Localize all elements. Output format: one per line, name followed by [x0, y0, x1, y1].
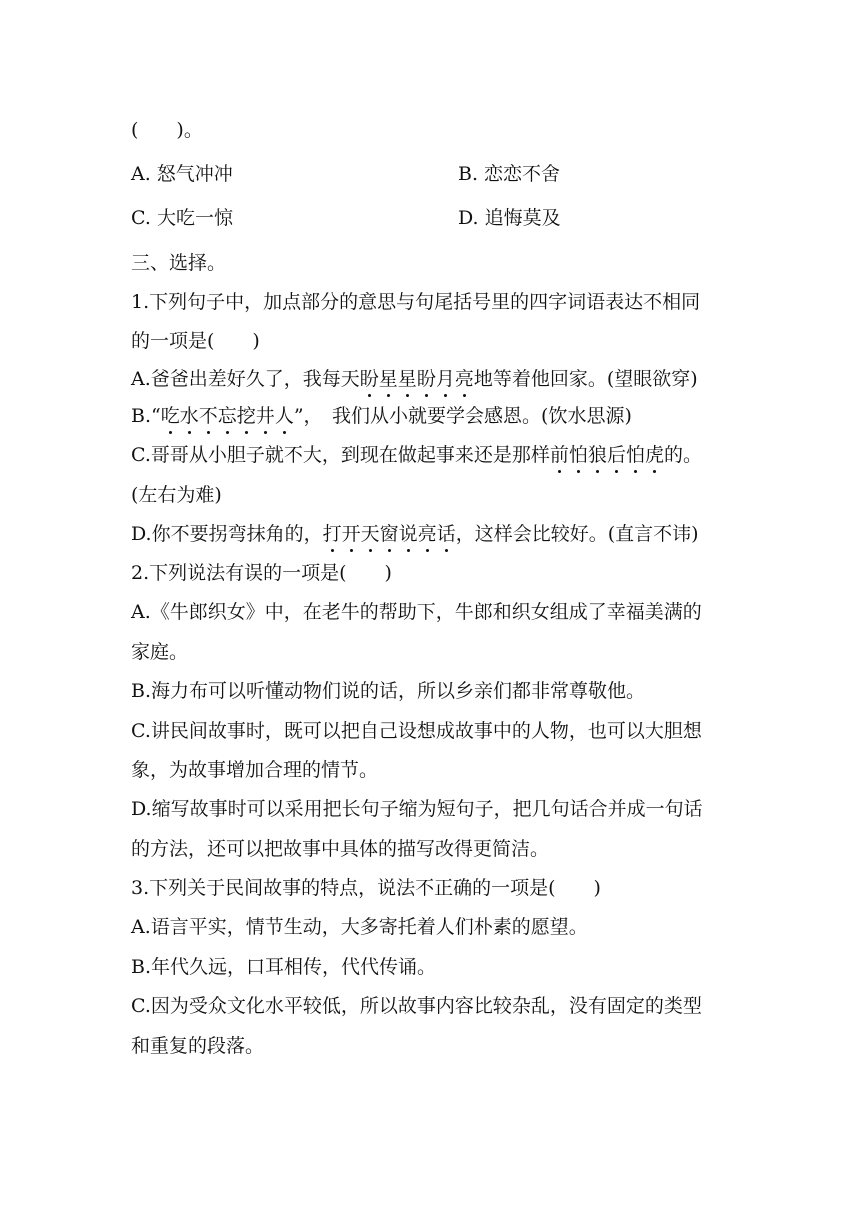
q1-option-a — [131, 367, 698, 391]
q1-d-dotted-char: 说 — [398, 523, 418, 545]
q1-stem-line2: 的一项是( ) — [131, 330, 260, 352]
q1-a-dotted-char: 星 — [378, 368, 398, 390]
q1-b-dotted-char: 忘 — [217, 405, 237, 427]
q1-d-dotted-char: 亮 — [417, 523, 437, 545]
q1-stem-line1: 1.下列句子中，加点部分的意思与句尾括号里的四字词语表达不相同 — [131, 291, 701, 313]
q2-option-d-line1: D.缩写故事时可以采用把长句子缩为短句子，把几句话合并成一句话 — [131, 798, 703, 820]
q1-c-post: 的。 — [664, 444, 703, 466]
q1-b-dotted-char: 井 — [255, 405, 275, 427]
prev-option-b: B. 恋恋不舍 — [458, 163, 561, 185]
q1-c-dotted-char: 怕 — [625, 444, 645, 466]
q1-b-dotted-char: 不 — [198, 405, 218, 427]
prev-option-a: A. 怒气冲冲 — [131, 163, 233, 185]
q1-c-dotted-char: 前 — [549, 444, 569, 466]
q1-option-c — [131, 443, 702, 467]
q1-b-dotted-char: 吃 — [160, 405, 180, 427]
prev-option-c: C. 大吃一惊 — [131, 207, 233, 229]
q1-c-dotted-char: 怕 — [568, 444, 588, 466]
q3-option-b: B.年代久远，口耳相传，代代传诵。 — [131, 956, 437, 978]
q1-b-dotted-char: 水 — [179, 405, 199, 427]
q3-option-c-line2: 和重复的段落。 — [131, 1035, 265, 1057]
q2-option-d-line2: 的方法，还可以把故事中具体的描写改得更简洁。 — [131, 838, 550, 860]
q1-d-dotted-char: 打 — [322, 523, 342, 545]
q1-c-dotted-char: 虎 — [644, 444, 664, 466]
q1-a-dotted-char: 星 — [397, 368, 417, 390]
q2-option-a-line2: 家庭。 — [131, 641, 189, 663]
q1-c-pre: C.哥哥从小胆子就不大，到现在做起事来还是那样 — [131, 444, 550, 466]
q1-a-post: 地等着他回家。(望眼欲穿) — [473, 368, 698, 390]
q2-option-c-line2: 象，为故事增加合理的情节。 — [131, 759, 379, 781]
q1-d-dotted-char: 话 — [436, 523, 456, 545]
q1-d-pre: D.你不要拐弯抹角的， — [131, 523, 323, 545]
prev-question-blank: ( )。 — [131, 119, 203, 141]
q1-d-post: ，这样会比较好。(直言不讳) — [455, 523, 699, 545]
prev-option-d: D. 追悔莫及 — [458, 207, 561, 229]
q1-a-dotted-char: 盼 — [416, 368, 436, 390]
q3-stem: 3.下列关于民间故事的特点，说法不正确的一项是( ) — [131, 877, 601, 899]
q1-a-pre: A.爸爸出差好久了，我每天 — [131, 368, 360, 390]
q2-option-c-line1: C.讲民间故事时，既可以把自己设想成故事中的人物，也可以大胆想 — [131, 720, 702, 742]
q1-d-dotted-char: 天 — [360, 523, 380, 545]
q1-b-dotted-char: 人 — [274, 405, 294, 427]
q1-c-dotted-char: 狼 — [587, 444, 607, 466]
q1-b-post: ”， 我们从小就要学会感恩。(饮水思源) — [293, 405, 632, 427]
q1-a-dotted-char: 盼 — [359, 368, 379, 390]
q1-option-d — [131, 522, 699, 546]
q3-option-a: A.语言平实，情节生动，大多寄托着人们朴素的愿望。 — [131, 916, 588, 938]
q2-option-b: B.海力布可以听懂动物们说的话，所以乡亲们都非常尊敬他。 — [131, 680, 646, 702]
q1-a-dotted-char: 月 — [435, 368, 455, 390]
q1-b-dotted-char: 挖 — [236, 405, 256, 427]
q1-d-dotted-char: 窗 — [379, 523, 399, 545]
q1-option-b — [131, 404, 632, 428]
q3-option-c-line1: C.因为受众文化水平较低，所以故事内容比较杂乱，没有固定的类型 — [131, 995, 702, 1017]
q1-a-dotted-char: 亮 — [454, 368, 474, 390]
q2-option-a-line1: A.《牛郎织女》中，在老牛的帮助下，牛郎和织女组成了幸福美满的 — [131, 601, 702, 623]
q1-b-pre: B.“ — [131, 405, 161, 427]
section-title: 三、选择。 — [131, 252, 227, 274]
q1-d-dotted-char: 开 — [341, 523, 361, 545]
q2-stem: 2.下列说法有误的一项是( ) — [131, 562, 392, 584]
q1-c-dotted-char: 后 — [606, 444, 626, 466]
q1-option-c-line2: (左右为难) — [131, 484, 222, 506]
